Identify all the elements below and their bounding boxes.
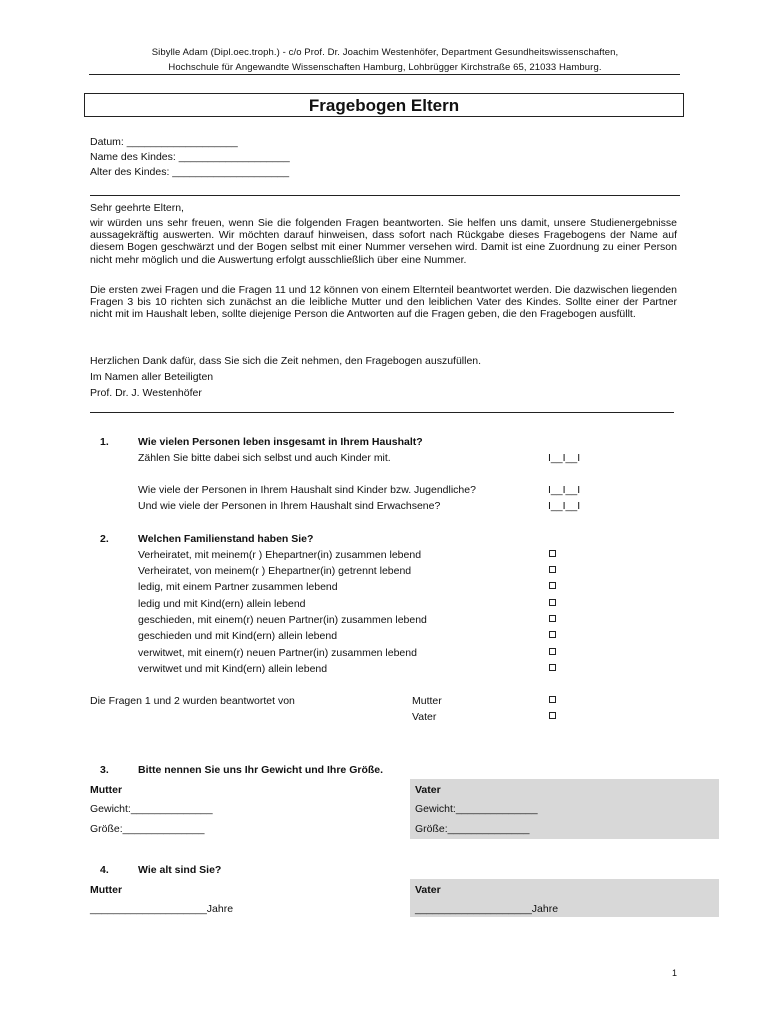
q2-option-checkbox[interactable]: [549, 631, 556, 638]
q4-vater-age-field[interactable]: ____________________Jahre: [415, 903, 559, 915]
page-number: 1: [672, 968, 678, 978]
q2-number: 2.: [100, 533, 109, 545]
answered-by-label: Die Fragen 1 und 2 wurden beantwortet von: [90, 695, 295, 707]
q2-option-checkbox[interactable]: [549, 599, 556, 606]
q1-children-input[interactable]: I__I__I: [548, 484, 581, 496]
q4-vater-heading: Vater: [415, 884, 441, 896]
q2-option-label: verwitwet, mit einem(r) neuen Partner(in) zusammen lebend: [138, 647, 417, 659]
q2-option-checkbox[interactable]: [549, 550, 556, 557]
q2-option-label: Verheiratet, mit meinem(r ) Ehepartner(in) zusammen lebend: [138, 549, 422, 561]
answered-by-mutter-checkbox[interactable]: [549, 696, 556, 703]
date-field[interactable]: Datum: ___________________: [90, 136, 238, 148]
answered-by-vater-checkbox[interactable]: [549, 712, 556, 719]
q2-option-checkbox[interactable]: [549, 566, 556, 573]
child-name-field[interactable]: Name des Kindes: ___________________: [90, 151, 290, 163]
q3-number: 3.: [100, 764, 109, 776]
q4-question: Wie alt sind Sie?: [138, 864, 222, 876]
q2-option-label: Verheiratet, von meinem(r ) Ehepartner(in) getrennt lebend: [138, 565, 412, 577]
q4-mutter-age-field[interactable]: ____________________Jahre: [90, 903, 234, 915]
q1-total-input[interactable]: I__I__I: [548, 452, 581, 464]
q3-vater-height-field[interactable]: Größe:______________: [415, 823, 530, 835]
q2-option-checkbox[interactable]: [549, 582, 556, 589]
q4-number: 4.: [100, 864, 109, 876]
header-rule: [89, 74, 680, 75]
q3-mutter-weight-field[interactable]: Gewicht:______________: [90, 803, 213, 815]
greeting: Sehr geehrte Eltern,: [90, 202, 184, 214]
q2-option-checkbox[interactable]: [549, 615, 556, 622]
q1-sub-total: Zählen Sie bitte dabei sich selbst und auch Kinder mit.: [138, 452, 391, 464]
answered-by-mutter: Mutter: [412, 695, 442, 707]
q1-adults-input[interactable]: I__I__I: [548, 500, 581, 512]
answered-by-vater: Vater: [412, 711, 437, 723]
thanks-text: Herzlichen Dank dafür, dass Sie sich die Zeit nehmen, den Fragebogen auszufüllen.: [90, 355, 482, 367]
q2-option-label: ledig und mit Kind(ern) allein lebend: [138, 598, 306, 610]
header-line-1: Sibylle Adam (Dipl.oec.troph.) - c/o Prof. Dr. Joachim Westenhöfer, Department Gesundheitswissenschaften,: [151, 47, 619, 58]
q2-question: Welchen Familienstand haben Sie?: [138, 533, 314, 545]
section-rule: [90, 195, 680, 196]
q1-question: Wie vielen Personen leben insgesamt in Ihrem Haushalt?: [138, 436, 423, 448]
q2-option-label: geschieden und mit Kind(ern) allein lebend: [138, 630, 338, 642]
intro-paragraph-1: wir würden uns sehr freuen, wenn Sie die folgenden Fragen beantworten. Sie helfen uns damit, unsere Studienergebnisse aussagekräftig auswerten. Wir möchten darauf hinweisen, dass sofort nach Rückgabe dieses Fragebogens der Name auf diesem Bogen geschwärzt und der Bogen selbst mit einer Nummer versehen wird. Damit ist eine Zuordnung zu einer Person nicht mehr möglich und die Auswertung erfolgt ausschließlich über eine Nummer.: [90, 217, 677, 266]
intro-rule: [90, 412, 674, 413]
behalf-text: Im Namen aller Beteiligten: [90, 371, 214, 383]
q2-option-checkbox[interactable]: [549, 664, 556, 671]
q1-sub-adults: Und wie viele der Personen in Ihrem Haushalt sind Erwachsene?: [138, 500, 441, 512]
signature-text: Prof. Dr. J. Westenhöfer: [90, 387, 202, 399]
q2-option-checkbox[interactable]: [549, 648, 556, 655]
q3-mutter-heading: Mutter: [90, 784, 123, 796]
q2-option-label: ledig, mit einem Partner zusammen lebend: [138, 581, 338, 593]
intro-paragraph-2: Die ersten zwei Fragen und die Fragen 11 und 12 können von einem Elternteil beantwortet werden. Die dazwischen liegenden Fragen 3 bis 10 richten sich zunächst an die leibliche Mutter und den leiblichen Vater des Kindes. Sollte einer der Partner nicht mit im Haushalt leben, sollte diejenige Person die Antworten auf die Fragen geben, die den Fragebogen ausfüllt.: [90, 284, 677, 321]
q3-vater-heading: Vater: [415, 784, 441, 796]
page-title: Fragebogen Eltern: [84, 93, 684, 117]
q3-mutter-height-field[interactable]: Größe:______________: [90, 823, 205, 835]
q2-option-label: verwitwet und mit Kind(ern) allein lebend: [138, 663, 328, 675]
q3-question: Bitte nennen Sie uns Ihr Gewicht und Ihre Größe.: [138, 764, 384, 776]
child-age-field[interactable]: Alter des Kindes: ____________________: [90, 166, 290, 178]
q3-vater-weight-field[interactable]: Gewicht:______________: [415, 803, 538, 815]
q4-mutter-heading: Mutter: [90, 884, 123, 896]
q2-option-label: geschieden, mit einem(r) neuen Partner(in) zusammen lebend: [138, 614, 427, 626]
q1-number: 1.: [100, 436, 109, 448]
header-line-2: Hochschule für Angewandte Wissenschaften Hamburg, Lohbrügger Kirchstraße 65, 21033 Hamburg.: [168, 62, 602, 73]
q1-sub-children: Wie viele der Personen in Ihrem Haushalt sind Kinder bzw. Jugendliche?: [138, 484, 476, 496]
